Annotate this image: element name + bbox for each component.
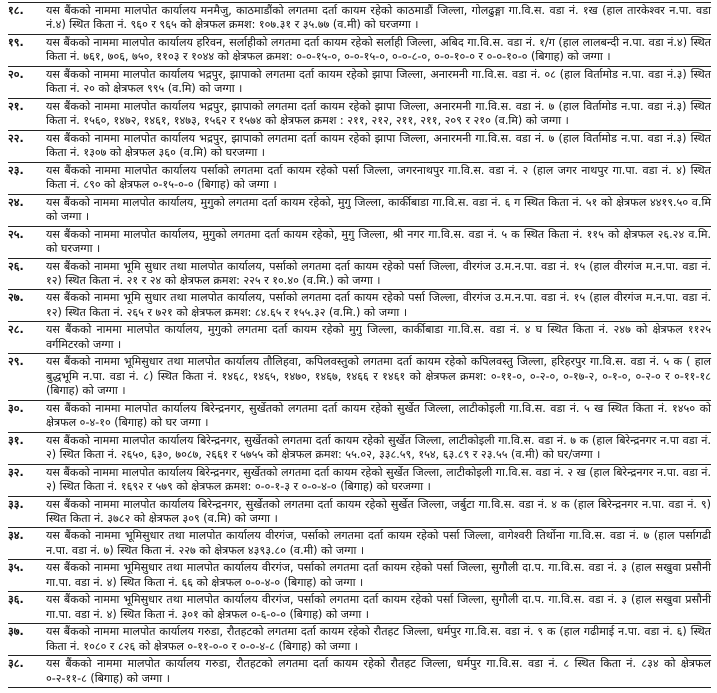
item-text: यस बैंकको नाममा मालपोत कार्यालय भद्रपुर, झापाको लगतमा दर्ता कायम रहेको झापा जिल्ला, अनारमनी गा.वि.स. वडा नं. ७ (हाल विर्तामोड न.पा. वडा नं.३) स्थित किता नं. १३०७ को क्षेत्रफल ३६० (व.मि) को घरजग्गा ।: [46, 131, 711, 160]
item-number: २०.: [8, 67, 24, 81]
list-item: [8, 497, 711, 529]
list-item: [8, 163, 711, 195]
item-number: ३४.: [8, 529, 24, 543]
item-number: २२.: [8, 131, 24, 145]
item-text: यस बैंकको नाममा मालपोत कार्यालय पर्साको लगतमा दर्ता कायम रहेको पर्सा जिल्ला, जगरनाथपुर गा.वि.स. वडा नं. २ (हाल जगर नाथपुर गा.पा. वडा नं. ४) स्थित किता नं. ८९० को क्षेत्रफल ०-१५-०-० (बिगाह) को जग्गा ।: [46, 163, 711, 192]
item-text: यस बैंकको नाममा मालपोत कार्यालय, मुगुको लगतमा दर्ता कायम रहेको, मुगु जिल्ला, कार्कीबाडा गा.वि.स. वडा नं. ६ ग स्थित किता नं. ५१ को क्षेत्रफल ४४१९.५० व.मि को जग्गा ।: [46, 195, 711, 224]
item-text: यस बैंकको नाममा मालपोत कार्यालय मनमैजु, काठमाडौंको लगतमा दर्ता कायम रहेको काठमाडौं जिल्ला, गोलढुङ्गा गा.वि.स. वडा नं. १ख (हाल तारकेश्वर न.पा. वडा नं.४) स्थित किता नं. ९६० र ९६५ को क्षेत्रफल क्रमश: १०७.३१ र ३५.७७ (व.मी) को घरजग्गा ।: [46, 4, 711, 32]
list-item: [8, 195, 711, 227]
item-number: २८.: [8, 323, 24, 337]
list-item: [8, 433, 711, 465]
item-text: यस बैंकको नाममा मालपोत कार्यालय बिरेन्द्रनगर, सुर्खेतको लगतमा दर्ता कायम रहेको सुर्खेत जिल्ला, लाटीकोइली गा.वि.स. वडा नं. ५ ख स्थित किता नं. १४५० को क्षेत्रफल ०-४-१० (बिगाह) को घर जग्गा ।: [46, 401, 711, 430]
item-text: यस बैंकको नाममा भूमिसुधार तथा मालपोत कार्यालय वीरगंज, पर्साको लगतमा दर्ता कायम रहेको पर्सा जिल्ला, सुगौली दा.प. गा.वि.स. वडा नं. ३ (हाल सखुवा प्रसौनी गा.पा. वडा नं. ४) स्थित किता नं. ३०१ को क्षेत्रफल ०-६-०-० (बिगाह) को जग्गा ।: [46, 593, 711, 621]
list-item: [8, 131, 711, 163]
item-text: यस बैंकको नाममा मालपोत कार्यालय, मुगुको लगतमा दर्ता कायम रहेको मुगु जिल्ला, कार्कीबाडा गा.वि.स. वडा नं. ४ घ स्थित किता नं. २४७ को क्षेत्रफल ११२५ वर्गमिटरको जग्गा ।: [46, 323, 711, 351]
list-item: [8, 227, 711, 259]
item-text: यस बैंकको नाममा भूमि सुधार तथा मालपोत कार्यालय, पर्साको लगतमा दर्ता कायम रहेको पर्सा जिल्ला, वीरगंज उ.म.न.पा. वडा नं. १५ (हाल वीरगंज म.न.पा. वडा नं. १२) स्थित किता नं. २१ र २४ को क्षेत्रफल क्रमश: २२५ र १०.४० (व.मि.) को जग्गा ।: [46, 259, 711, 287]
item-text: यस बैंकको नाममा मालपोत कार्यालय भद्रपुर, झापाको लगतमा दर्ता कायम रहेको झापा जिल्ला, अनारमनी गा.वि.स. वडा नं. ७ (हाल विर्तामोड न.पा. वडा नं.३) स्थित किता नं. १५६०, १४७२, १४६१, १४७३, १५६२ र १५७४ को क्षेत्रफल क्रमश : २११, २१२, २११, २११, २०९ र २१० (व.मि) को जग्गा ।: [46, 99, 711, 128]
item-text: यस बैंकको नाममा मालपोत कार्यालय, मुगुको लगतमा दर्ता कायम रहेको, मुगु जिल्ला, श्री नगर गा.वि.स. वडा नं. ५ क स्थित किता नं. ११५ को क्षेत्रफल २६.२४ व.मि. को घरजग्गा ।: [46, 227, 711, 256]
list-item: [8, 290, 711, 322]
item-number: ३०.: [8, 401, 24, 415]
item-number: ३२.: [8, 465, 24, 479]
item-text: यस बैंकको नाममा मालपोत कार्यालय भद्रपुर, झापाको लगतमा दर्ता कायम रहेको झापा जिल्ला, अनारमनी गा.वि.स. वडा नं. ०८ (हाल विर्तामोड न.पा. वडा नं.३) स्थित किता नं. २० को क्षेत्रफल ९९५ (व.मि) को जग्गा ।: [46, 67, 711, 96]
item-number: २६.: [8, 259, 24, 273]
list-item: [8, 259, 711, 291]
list-item: [8, 354, 711, 400]
item-number: ३७.: [8, 625, 24, 639]
item-text: यस बैंकको नाममा मालपोत कार्यालय गरुडा, रौतहटको लगतमा दर्ता कायम रहेको रौतहट जिल्ला, धर्मपुर गा.वि.स. वडा नं. ८ स्थित किता नं. ८३४ को क्षेत्रफल ०-२-११-८ (बिगाह) को जग्गा ।: [46, 657, 711, 685]
item-number: २९.: [8, 355, 24, 369]
item-number: २५.: [8, 227, 24, 241]
list-item: [8, 656, 711, 688]
list-item: [8, 465, 711, 497]
list-item: [8, 401, 711, 433]
list-item: [8, 624, 711, 656]
item-number: २३.: [8, 163, 24, 177]
item-text: यस बैंकको नाममा मालपोत कार्यालय बिरेन्द्रनगर, सुर्खेतको लगतमा दर्ता कायम रहेको सुर्खेत जिल्ला, जर्बुटा गा.वि.स. वडा नं. ४ क (हाल बिरेन्द्रनगर न.पा. वडा नं. ९) स्थित किता नं. ३७८२ को क्षेत्रफल ३०९ (व.मि) को जग्गा ।: [46, 497, 711, 525]
item-number: ३८.: [8, 657, 24, 671]
item-text: यस बैंकको नाममा भूमिसुधार तथा मालपोत कार्यालय वीरगंज, पर्साको लगतमा दर्ता कायम रहेको पर्सा जिल्ला, सुगौली दा.प. गा.वि.स. वडा नं. ३ (हाल सखुवा प्रसौनी गा.पा. वडा नं. ४) स्थित किता नं. ६६ को क्षेत्रफल ०-०-४-० (बिगाह) को जग्गा ।: [46, 561, 711, 589]
item-text: यस बैंकको नाममा मालपोत कार्यालय बिरेन्द्रनगर, सुर्खेतको लगतमा दर्ता कायम रहेको सुर्खेत जिल्ला, लाटीकोइली गा.वि.स. वडा नं. ७ क (हाल बिरेन्द्रनगर न.पा वडा नं. २) स्थित किता नं. २६५०, ६३०, ७०८७, २६६१ र ५७५५ को क्षेत्रफल क्रमश: ५५.०२, ३३८.५९, १५४, ६३.८९ र २३.५५ (व.मी) को घर/जग्गा ।: [46, 433, 711, 462]
list-item: [8, 560, 711, 592]
item-number: ३३.: [8, 497, 24, 511]
item-text: यस बैंकको नाममा मालपोत कार्यालय गरुडा, रौतहटको लगतमा दर्ता कायम रहेको रौतहट जिल्ला, धर्मपुर गा.वि.स. वडा नं. ९ क (हाल गढीमाई न.पा. वडा नं. ६) स्थित किता नं. १०८० र ८२६ को क्षेत्रफल ०-११-०-० र ०-०-४-८ (बिगाह) को जग्गा ।: [46, 625, 711, 653]
item-number: ३५.: [8, 561, 24, 575]
item-number: ३१.: [8, 433, 24, 447]
list-item: [8, 322, 711, 354]
item-number: २४.: [8, 195, 24, 209]
property-list: [8, 2, 711, 688]
list-item: [8, 528, 711, 560]
item-number: ३६.: [8, 593, 24, 607]
list-item: [8, 35, 711, 67]
item-text: यस बैंकको नाममा भूमि सुधार तथा मालपोत कार्यालय, पर्साको लगतमा दर्ता कायम रहेको पर्सा जिल्ला, वीरगंज उ.म.न.पा. वडा नं. १५ (हाल वीरगंज म.न.पा. वडा नं. १२) स्थित किता नं. २६५ र ७२१ को क्षेत्रफल क्रमश: ८४.६५ र १५५.३२ (व.मि.) को जग्गा ।: [46, 291, 711, 319]
item-text: यस बैंकको नाममा मालपोत कार्यालय हरिवन, सर्लाहीको लगतमा दर्ता कायम रहेको सर्लाही जिल्ला, अबिद गा.वि.स. वडा नं. १/ग (हाल लालबन्दी न.पा. वडा नं.४) स्थित किता नं. ७६१, ७०६, ७५०, ११०३ र १०४४ को क्षेत्रफल क्रमश: ०-०-१५-०, ०-०-१५-०, ०-०-८-०, ०-०-१०-० र ०-०-१०-० (बिगाह) को जग्गा ।: [46, 35, 711, 64]
list-item: [8, 99, 711, 131]
item-text: यस बैंकको नाममा भूमिसुधार तथा मालपोत कार्यालय वीरगंज, पर्साको लगतमा दर्ता कायम रहेको पर्सा जिल्ला, वागेश्वरी तिर्थोना गा.वि.स. वडा नं. ७ (हाल पर्सागढी न.पा. वडा नं. ७) स्थित किता नं. २२७ को क्षेत्रफल ४३९३.८० (व.मी) को जग्गा ।: [46, 529, 711, 557]
list-item: [8, 592, 711, 624]
list-item: [8, 67, 711, 99]
list-item: [8, 3, 711, 35]
item-text: यस बैंकको नाममा भूमिसुधार तथा मालपोत कार्यालय तौलिहवा, कपिलवस्तुको लगतमा दर्ता कायम रहेको कपिलवस्तु जिल्ला, हरिहरपुर गा.वि.स. वडा नं. ५ क ( हाल बुद्धभूमि न.पा. वडा नं. ८) स्थित किता नं. १४६८, १४६५, १४७०, १४६७, १४६६ र १४६१ को क्षेत्रफल क्रमश: ०-११-०, ०-२-०, ०-१७-२, ०-१-०, ०-२-० र ०-११-१८ (बिगाह) को जग्गा ।: [46, 355, 711, 398]
item-number: १८.: [8, 4, 24, 17]
item-number: २७.: [8, 291, 24, 305]
item-number: २१.: [8, 99, 24, 113]
item-number: १९.: [8, 35, 24, 49]
item-text: यस बैंकको नाममा मालपोत कार्यालय बिरेन्द्रनगर, सुर्खेतको लगतमा दर्ता कायम रहेको सुर्खेत जिल्ला, लाटीकोइली गा.वि.स. वडा नं. २ ख (हाल बिरेन्द्रनगर न.पा. वडा नं. २) स्थित किता नं. १६९२ र ५७९ को क्षेत्रफल क्रमश: ०-०-१-३ र ०-०-४-० (बिगाह) को घरजग्गा ।: [46, 465, 711, 494]
